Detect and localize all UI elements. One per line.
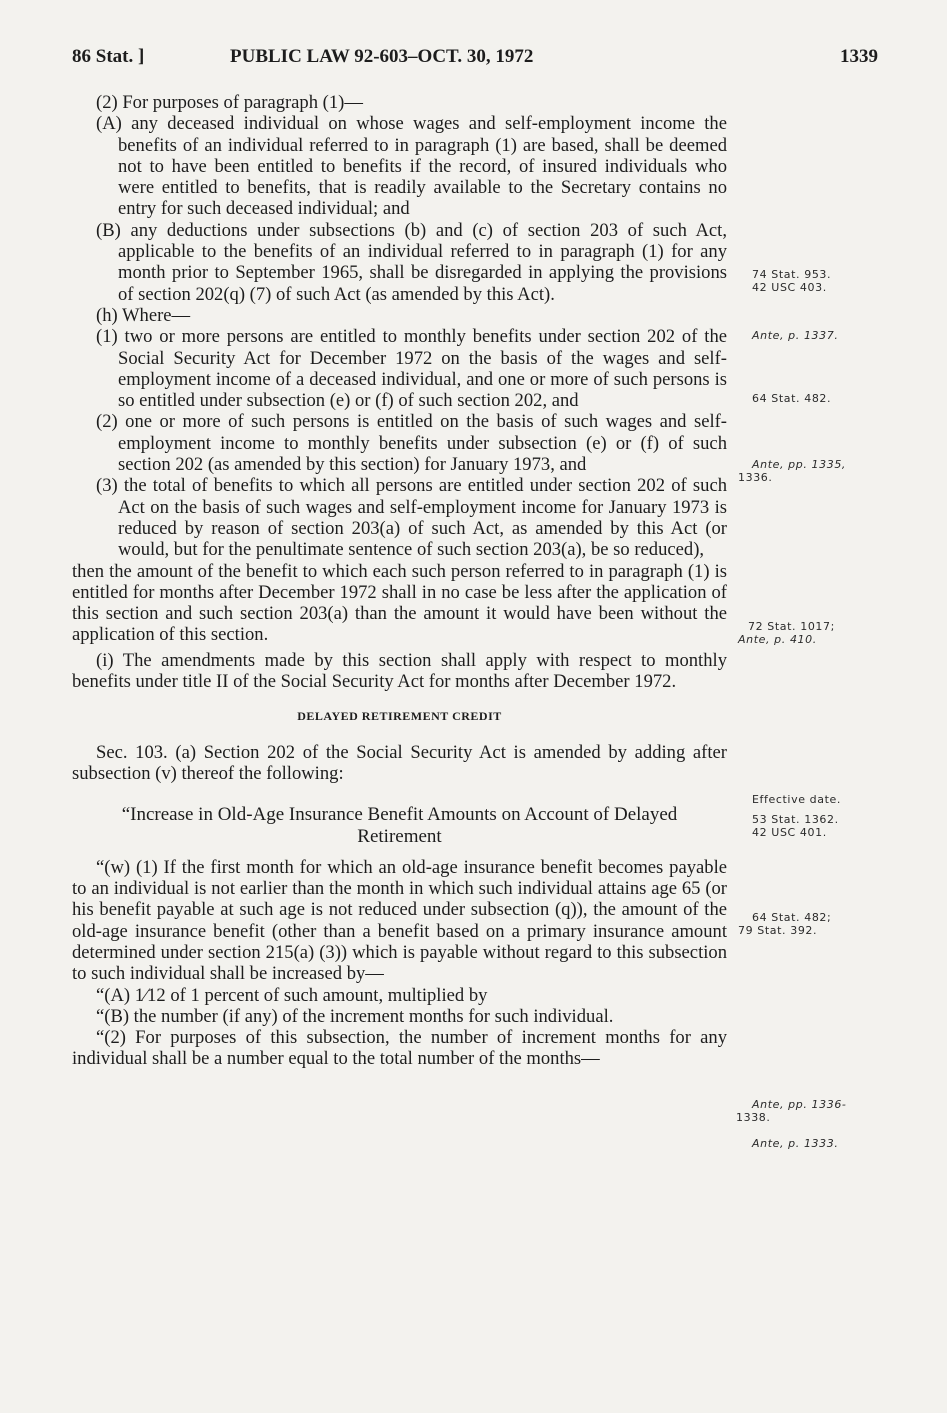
paragraph-then: then the amount of the benefit to which each such person referred to in paragraph (1) is entitled for months after December 1972 shall in no case be less after the application of this section and such section 203(a) than the amount it would have been without the application of this section.: [72, 560, 727, 646]
margin-note: 74 Stat. 953.: [752, 268, 832, 281]
paragraph-h1: (1) two or more persons are entitled to monthly benefits under section 202 of the Social Security Act for December 1972 on the basis of the wages and self-employment income of a deceased individual, and one or more of such persons is so entitled under subsection (e) or (f) of such section 202, and: [96, 326, 727, 412]
margin-note: 1338.: [736, 1111, 771, 1124]
margin-note: Ante, p. 410.: [738, 633, 817, 646]
subsection-w2: “(2) For purposes of this subsection, the number of increment months for any individual shall be a number equal to the total number of the months—: [72, 1027, 727, 1070]
margin-note: 42 USC 401.: [752, 826, 827, 839]
section-103: Sec. 103. (a) Section 202 of the Social Security Act is amended by adding after subsection (v) thereof the following:: [72, 741, 727, 784]
margin-note: Ante, pp. 1336-: [752, 1098, 847, 1111]
margin-note: 64 Stat. 482.: [752, 392, 832, 405]
margin-note: 72 Stat. 1017;: [748, 620, 835, 633]
margin-note: 79 Stat. 392.: [738, 924, 818, 937]
header-volume: 86 Stat. ]: [72, 46, 145, 67]
page-header: [72, 46, 878, 74]
section-heading: DELAYED RETIREMENT CREDIT: [297, 709, 502, 724]
clause-b: “(B) the number (if any) of the increment months for such individual.: [96, 1005, 614, 1027]
page-number: 1339: [840, 46, 878, 67]
margin-note: Ante, p. 1337.: [752, 329, 839, 342]
margin-note: 53 Stat. 1362.: [752, 813, 839, 826]
margin-note: Effective date.: [752, 793, 841, 806]
subsection-w1: “(w) (1) If the first month for which an old-age insurance benefit becomes payable to an individual is not earlier than the month in which such individual attains age 65 (or his benefit payable at such age is not reduced under subsection (q)), the amount of the old-age insurance benefit (other than a benefit based on a primary insurance amount determined under section 215(a) (3)) which is payable without regard to this subsection to such individual shall be increased by—: [72, 856, 727, 985]
paragraph-h3: (3) the total of benefits to which all persons are entitled under section 202 of such Act on the basis of such wages and self-employment income for January 1973 is reduced by reason of section 203(a) of such Act, as amended by this Act (or would, but for the penultimate sentence of such section 203(a), be so reduced),: [96, 475, 727, 561]
subsection-h: (h) Where—: [96, 304, 191, 326]
margin-note: Ante, p. 1333.: [752, 1137, 839, 1150]
subsection-i: (i) The amendments made by this section shall apply with respect to monthly benefits under title II of the Social Security Act for months after December 1972.: [72, 649, 727, 693]
clause-a: “(A) 1⁄12 of 1 percent of such amount, multiplied by: [96, 984, 488, 1006]
margin-note: 42 USC 403.: [752, 281, 827, 294]
margin-note: 1336.: [738, 471, 773, 484]
header-title: PUBLIC LAW 92-603–OCT. 30, 1972: [230, 46, 534, 67]
margin-note: 64 Stat. 482;: [752, 911, 832, 924]
paragraph-h2: (2) one or more of such persons is entitled on the basis of such wages and self-employment income to monthly benefits under subsection (e) or (f) of such section 202 (as amended by this section) for January 1973, and: [96, 411, 727, 476]
subparagraph-a: (A) any deceased individual on whose wages and self-employment income the benefits of an individual referred to in paragraph (1) are based, shall be deemed not to have been entitled to benefits if the record, of insured individuals who were entitled to benefits, that is readily available to the Secretary contains no entry for such deceased individual; and: [96, 113, 727, 220]
subsection-heading: “Increase in Old-Age Insurance Benefit Amounts on Account of Delayed Retirement: [121, 804, 678, 847]
paragraph-2: (2) For purposes of paragraph (1)—: [96, 92, 363, 113]
subparagraph-b: (B) any deductions under subsections (b) and (c) of section 203 of such Act, applicable to the benefits of an individual referred to in paragraph (1) for any month prior to September 1965, shall be disregarded in applying the provisions of section 202(q) (7) of such Act (as amended by this Act).: [96, 219, 727, 305]
body-text: [72, 92, 727, 1070]
margin-note: Ante, pp. 1335,: [752, 458, 847, 471]
